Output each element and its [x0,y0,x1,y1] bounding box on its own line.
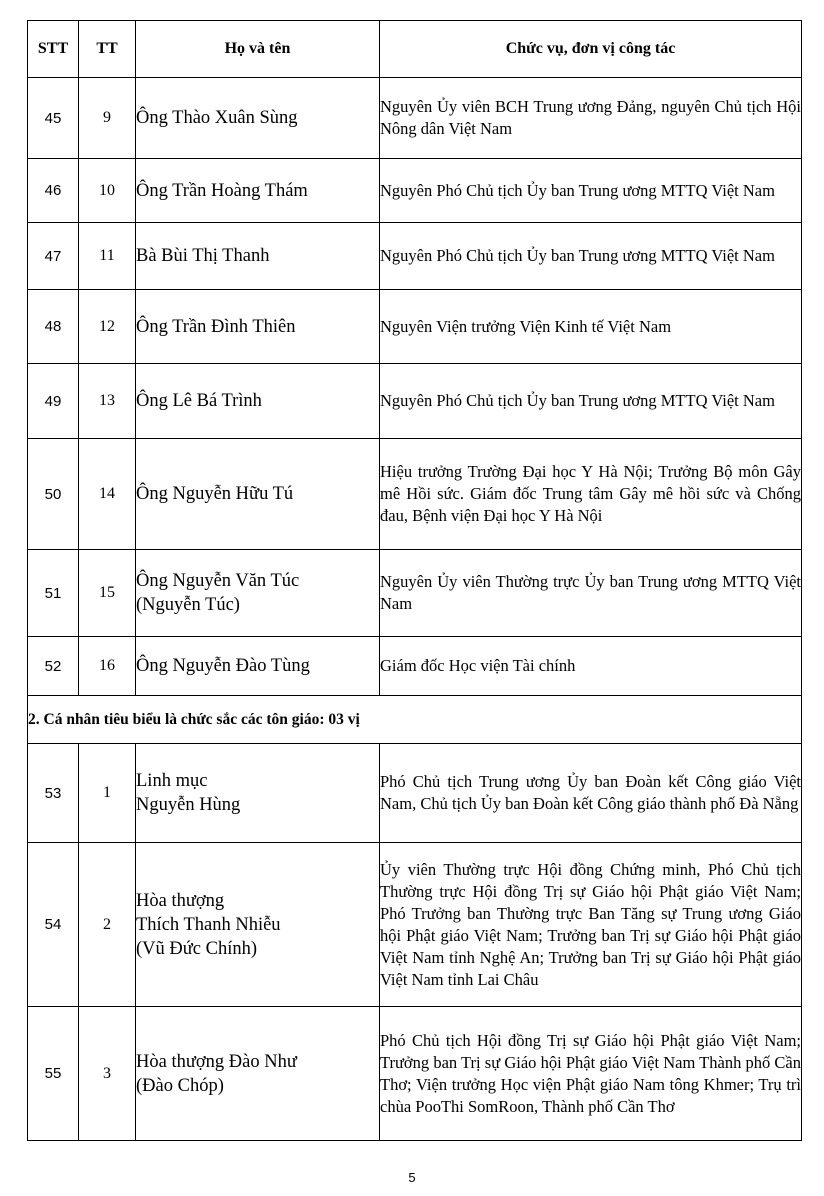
cell-name [136,1007,380,1141]
table-row [28,223,802,290]
cell-role: Nguyên Ủy viên Thường trực Ủy ban Trung ương MTTQ Việt Nam [380,550,802,637]
name-line: Linh mục [136,771,208,791]
cell-stt: 48 [28,290,79,364]
cell-name [136,223,380,290]
cell-stt: 49 [28,364,79,439]
name-line: Hòa thượng Đào Như [136,1051,297,1072]
name-line: Ông Nguyễn Đào Tùng [136,656,310,676]
cell-name [136,290,380,364]
table-row [28,1007,802,1141]
header-role: Chức vụ, đơn vị công tác [380,21,802,78]
cell-name [136,843,380,1007]
name-line: Ông Trần Hoàng Thám [136,180,308,201]
cell-stt: 51 [28,550,79,637]
cell-role: Nguyên Phó Chủ tịch Ủy ban Trung ương MTTQ Việt Nam [380,364,802,439]
cell-stt: 47 [28,223,79,290]
name-line: Thích Thanh Nhiễu [136,914,281,935]
table-row [28,744,802,843]
cell-tt: 16 [79,637,136,696]
table-row [28,290,802,364]
table-body [28,78,802,1141]
cell-tt: 10 [79,159,136,223]
header-tt: TT [79,21,136,78]
cell-tt: 15 [79,550,136,637]
name-line: (Đào Chóp) [136,1075,224,1096]
cell-stt: 54 [28,843,79,1007]
table-row [28,843,802,1007]
cell-stt: 52 [28,637,79,696]
cell-stt: 45 [28,78,79,159]
name-line: Ông Trần Đình Thiên [136,316,296,337]
cell-name [136,159,380,223]
cell-stt: 46 [28,159,79,223]
table-row [28,78,802,159]
page-number: 5 [408,1170,416,1185]
cell-role: Nguyên Viện trưởng Viện Kinh tế Việt Nam [380,290,802,364]
cell-tt: 1 [79,744,136,843]
name-line: Ông Nguyễn Hữu Tú [136,484,294,504]
cell-role: Hiệu trưởng Trường Đại học Y Hà Nội; Trưởng Bộ môn Gây mê Hồi sức. Giám đốc Trung tâm Gây mê hồi sức và Chống đau, Bệnh viện Đại học Y Hà Nội [380,439,802,550]
cell-tt: 14 [79,439,136,550]
table-row [28,439,802,550]
table-row [28,550,802,637]
cell-role: Giám đốc Học viện Tài chính [380,637,802,696]
name-line: Ông Lê Bá Trình [136,391,262,411]
name-line: (Nguyễn Túc) [136,595,240,615]
cell-role: Phó Chủ tịch Trung ương Ủy ban Đoàn kết Công giáo Việt Nam, Chủ tịch Ủy ban Đoàn kết Công giáo thành phố Đà Nẵng [380,744,802,843]
cell-role: Phó Chủ tịch Hội đồng Trị sự Giáo hội Phật giáo Việt Nam; Trưởng ban Trị sự Giáo hội Phật giáo Việt Nam Thành phố Cần Thơ; Viện trưởng Học viện Phật giáo Nam tông Khmer; Trụ trì chùa PooThi SomRoon, Thành phố Cần Thơ [380,1007,802,1141]
table-row [28,159,802,223]
name-line: (Vũ Đức Chính) [136,938,258,959]
table-header-row [28,21,802,78]
table-row [28,364,802,439]
cell-stt: 55 [28,1007,79,1141]
cell-tt: 12 [79,290,136,364]
table-row [28,637,802,696]
cell-role: Nguyên Phó Chủ tịch Ủy ban Trung ương MTTQ Việt Nam [380,223,802,290]
cell-role: Ủy viên Thường trực Hội đồng Chứng minh, Phó Chủ tịch Thường trực Hội đồng Trị sự Giáo hội Phật giáo Việt Nam; Phó Trưởng ban Thường trực Ban Tăng sự Trung ương Giáo hội Phật giáo Việt Nam; Trưởng ban Trị sự Giáo hội Phật giáo Việt Nam tỉnh Nghệ An; Trưởng ban Trị sự Giáo hội Phật giáo Việt Nam tỉnh Lai Châu [380,843,802,1007]
cell-tt: 13 [79,364,136,439]
roster-table [27,20,802,1141]
cell-tt: 11 [79,223,136,290]
name-line: Ông Nguyễn Văn Túc [136,571,300,591]
header-name: Họ và tên [136,21,380,78]
name-line: Bà Bùi Thị Thanh [136,246,270,266]
cell-stt: 50 [28,439,79,550]
name-line: Nguyễn Hùng [136,795,241,815]
header-stt: STT [28,21,79,78]
cell-name [136,439,380,550]
cell-role: Nguyên Ủy viên BCH Trung ương Đảng, nguyên Chủ tịch Hội Nông dân Việt Nam [380,78,802,159]
cell-role: Nguyên Phó Chủ tịch Ủy ban Trung ương MTTQ Việt Nam [380,159,802,223]
cell-tt: 2 [79,843,136,1007]
cell-name [136,364,380,439]
section-row [28,696,802,744]
name-line: Ông Thào Xuân Sùng [136,108,298,128]
section-title: 2. Cá nhân tiêu biểu là chức sắc các tôn giáo: 03 vị [28,696,802,744]
cell-tt: 9 [79,78,136,159]
name-line: Hòa thượng [136,890,225,911]
cell-name [136,550,380,637]
cell-name [136,744,380,843]
cell-name [136,637,380,696]
cell-name [136,78,380,159]
cell-tt: 3 [79,1007,136,1141]
cell-stt: 53 [28,744,79,843]
